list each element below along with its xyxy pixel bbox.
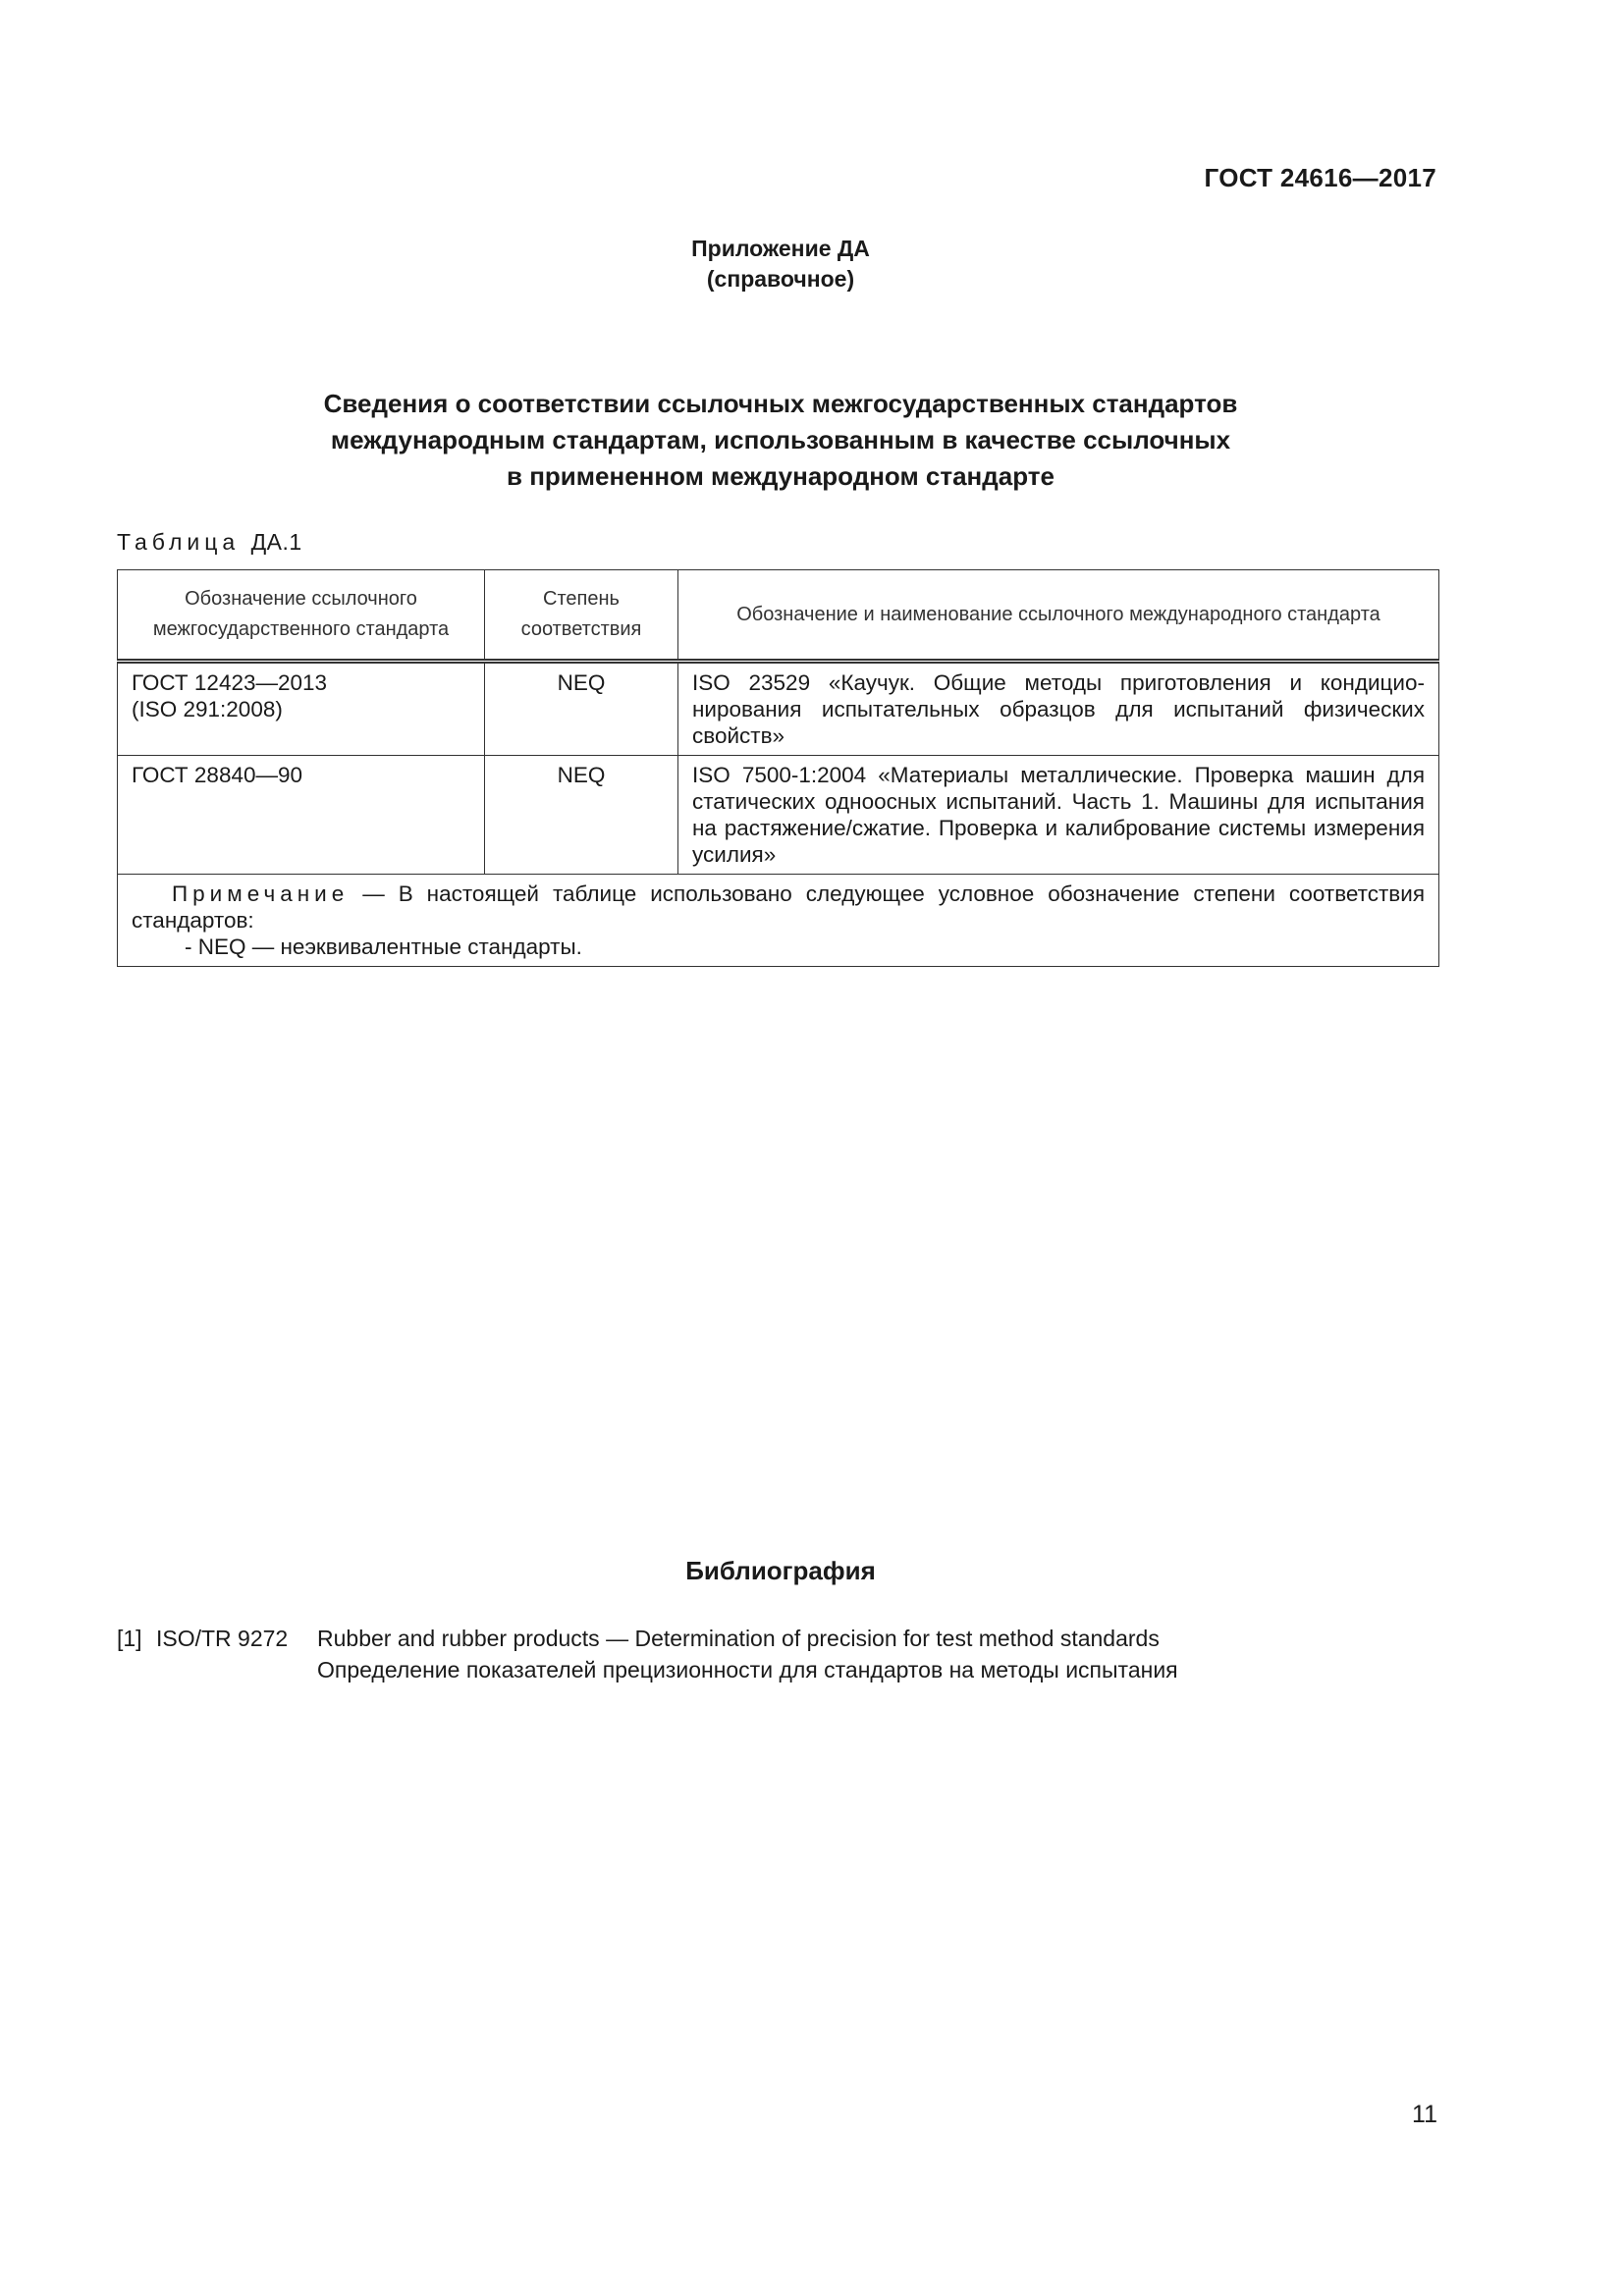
cell-international: ISO 7500-1:2004 «Материалы металлические. Проверка машин для статических одноосных испытаний. Часть 1. Машины для испытания на растяжение/сжатие. Проверка и калибрование системы измерения усилия» — [678, 756, 1439, 875]
bibliography-entry-title-ru: Определение показателей прецизионности для стандартов на методы испытания — [317, 1657, 1178, 1682]
table-caption-number: ДА.1 — [250, 529, 302, 555]
note-body: — В настоящей таблице использовано следующее условное обозначение степени соответствия стандартов: — [132, 881, 1425, 933]
section-title — [0, 386, 1561, 495]
cell-degree: NEQ — [485, 756, 678, 875]
note-label: Примечание — [172, 881, 350, 906]
section-title-line-2: международным стандартам, использованным в качестве ссылочных — [330, 425, 1231, 454]
cell-gost — [118, 662, 485, 756]
cell-gost-line2: (ISO 291:2008) — [132, 697, 283, 721]
header-international-standard: Обозначение и наименование ссылочного международного стандарта — [678, 570, 1439, 662]
cell-gost-line1: ГОСТ 12423—2013 — [132, 670, 328, 695]
note-item: - NEQ — неэквивалентные стандарты. — [185, 934, 582, 959]
document-code: ГОСТ 24616—2017 — [1204, 163, 1436, 192]
header-col1-line2: межгосударственного стандарта — [152, 618, 450, 640]
appendix-title: Приложение ДА — [691, 236, 870, 261]
cell-degree: NEQ — [485, 662, 678, 756]
table-caption-word: Таблица — [117, 529, 241, 555]
bibliography-entry-number: [1] — [117, 1626, 142, 1651]
table-row — [118, 662, 1439, 756]
header-col1-line1: Обозначение ссылочного — [185, 588, 417, 610]
header-degree — [485, 570, 678, 662]
section-title-line-1: Сведения о соответствии ссылочных межгосударственных стандартов — [323, 389, 1238, 418]
bibliography-title: Библиография — [685, 1556, 876, 1585]
header-interstate-standard — [118, 570, 485, 662]
header-col2-line1: Степень — [543, 588, 620, 610]
appendix-subtitle: (справочное) — [706, 266, 855, 292]
cell-gost — [118, 756, 485, 875]
header-col2-line2: соответствия — [520, 618, 642, 640]
bibliography-entry-line-en — [117, 1623, 1178, 1654]
cell-international: ISO 23529 «Каучук. Общие методы приготовления и кондиционирования испытательных образцов для испытаний физических свойств» — [678, 662, 1439, 756]
correspondence-table — [117, 569, 1439, 967]
note-text — [132, 881, 1425, 934]
bibliography-entry-title-en: Rubber and rubber products — Determination of precision for test method standards — [317, 1626, 1160, 1651]
page-number: 11 — [1412, 2101, 1437, 2128]
appendix-heading — [0, 234, 1561, 294]
table-note — [118, 875, 1439, 967]
cell-gost-line1: ГОСТ 28840—90 — [132, 763, 303, 787]
table-note-row — [118, 875, 1439, 967]
section-title-line-3: в примененном международном стандарте — [507, 461, 1055, 491]
bibliography-entry — [117, 1623, 1178, 1685]
table-header-row — [118, 570, 1439, 662]
table-row — [118, 756, 1439, 875]
table-caption — [117, 529, 302, 556]
bibliography-entry-code: ISO/TR 9272 — [156, 1626, 289, 1651]
